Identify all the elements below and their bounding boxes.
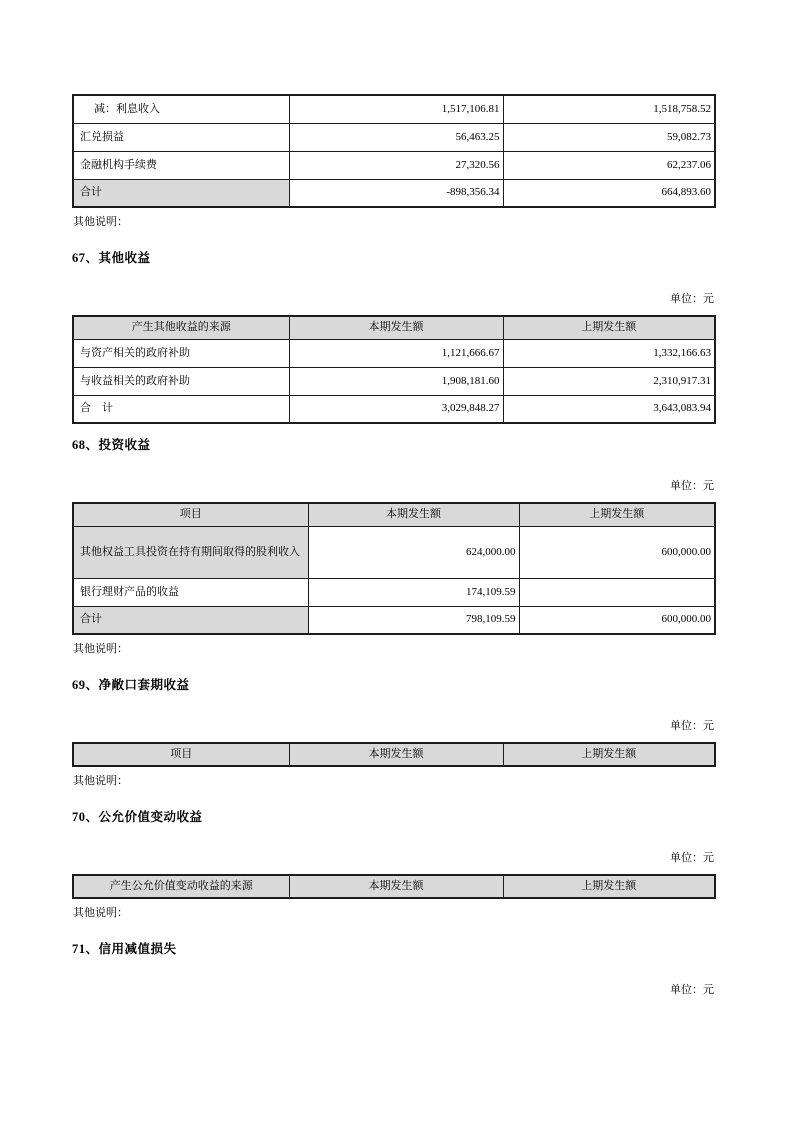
table-row-total bbox=[73, 606, 715, 634]
column-header-item: 项目 bbox=[73, 503, 308, 526]
prior-period-value: 1,332,166.63 bbox=[503, 339, 715, 367]
row-label: 其他权益工具投资在持有期间取得的股利收入 bbox=[73, 526, 308, 578]
current-period-value: 1,908,181.60 bbox=[289, 367, 503, 395]
other-income-table bbox=[72, 315, 716, 424]
section-heading-67: 67、其他收益 bbox=[72, 251, 151, 265]
net-exposure-hedge-table bbox=[72, 742, 716, 767]
prior-period-value: 62,237.06 bbox=[503, 151, 715, 179]
prior-period-total: 664,893.60 bbox=[503, 179, 715, 207]
row-label: 银行理财产品的收益 bbox=[73, 578, 308, 606]
table-row bbox=[73, 95, 715, 123]
table-header-row bbox=[73, 503, 715, 526]
column-header-source: 产生公允价值变动收益的来源 bbox=[73, 875, 289, 898]
column-header-prior: 上期发生额 bbox=[503, 743, 715, 766]
current-period-total: -898,356.34 bbox=[289, 179, 503, 207]
prior-period-total: 600,000.00 bbox=[519, 606, 715, 634]
unit-label: 单位：元 bbox=[670, 720, 714, 732]
current-period-value: 1,517,106.81 bbox=[289, 95, 503, 123]
prior-period-total: 3,643,083.94 bbox=[503, 395, 715, 423]
column-header-prior: 上期发生额 bbox=[519, 503, 715, 526]
table-investment-income bbox=[72, 502, 714, 635]
table-net-exposure-hedge bbox=[72, 742, 714, 767]
prior-period-value: 59,082.73 bbox=[503, 123, 715, 151]
current-period-value: 1,121,666.67 bbox=[289, 339, 503, 367]
section-heading-69: 69、净敞口套期收益 bbox=[72, 678, 190, 692]
row-label: 金融机构手续费 bbox=[73, 151, 289, 179]
table-row bbox=[73, 526, 715, 578]
column-header-prior: 上期发生额 bbox=[503, 875, 715, 898]
unit-label: 单位：元 bbox=[670, 480, 714, 492]
table-other-income bbox=[72, 315, 714, 424]
column-header-item: 项目 bbox=[73, 743, 289, 766]
total-label: 合计 bbox=[73, 606, 308, 634]
row-label: 与资产相关的政府补助 bbox=[73, 339, 289, 367]
table-fair-value-change bbox=[72, 874, 714, 899]
current-period-value: 624,000.00 bbox=[308, 526, 519, 578]
section-heading-68: 68、投资收益 bbox=[72, 438, 151, 452]
unit-label: 单位：元 bbox=[670, 984, 714, 996]
row-label: 与收益相关的政府补助 bbox=[73, 367, 289, 395]
current-period-total: 3,029,848.27 bbox=[289, 395, 503, 423]
section-heading-71: 71、信用减值损失 bbox=[72, 942, 177, 956]
column-header-current: 本期发生额 bbox=[289, 743, 503, 766]
table-row bbox=[73, 151, 715, 179]
financial-expense-table bbox=[72, 94, 716, 208]
table-header-row bbox=[73, 875, 715, 898]
table-row-total bbox=[73, 179, 715, 207]
total-label: 合 计 bbox=[73, 395, 289, 423]
fair-value-change-table bbox=[72, 874, 716, 899]
unit-label: 单位：元 bbox=[670, 293, 714, 305]
table-row-total bbox=[73, 395, 715, 423]
column-header-prior: 上期发生额 bbox=[503, 316, 715, 339]
table-row bbox=[73, 578, 715, 606]
row-label: 汇兑损益 bbox=[73, 123, 289, 151]
prior-period-value: 600,000.00 bbox=[519, 526, 715, 578]
other-notes-label: 其他说明： bbox=[73, 216, 128, 228]
other-notes-label: 其他说明： bbox=[73, 643, 128, 655]
table-header-row bbox=[73, 316, 715, 339]
table-row bbox=[73, 123, 715, 151]
column-header-source: 产生其他收益的来源 bbox=[73, 316, 289, 339]
prior-period-value: 2,310,917.31 bbox=[503, 367, 715, 395]
unit-label: 单位：元 bbox=[670, 852, 714, 864]
current-period-value: 56,463.25 bbox=[289, 123, 503, 151]
column-header-current: 本期发生额 bbox=[289, 316, 503, 339]
current-period-total: 798,109.59 bbox=[308, 606, 519, 634]
table-header-row bbox=[73, 743, 715, 766]
row-label: 减：利息收入 bbox=[73, 95, 289, 123]
table-row bbox=[73, 367, 715, 395]
table-row bbox=[73, 339, 715, 367]
investment-income-table bbox=[72, 502, 716, 635]
other-notes-label: 其他说明： bbox=[73, 907, 128, 919]
current-period-value: 174,109.59 bbox=[308, 578, 519, 606]
total-label: 合计 bbox=[73, 179, 289, 207]
other-notes-label: 其他说明： bbox=[73, 775, 128, 787]
prior-period-value: 1,518,758.52 bbox=[503, 95, 715, 123]
column-header-current: 本期发生额 bbox=[308, 503, 519, 526]
column-header-current: 本期发生额 bbox=[289, 875, 503, 898]
prior-period-value bbox=[519, 578, 715, 606]
table-financial-expense-detail bbox=[72, 94, 714, 208]
section-heading-70: 70、公允价值变动收益 bbox=[72, 810, 203, 824]
current-period-value: 27,320.56 bbox=[289, 151, 503, 179]
